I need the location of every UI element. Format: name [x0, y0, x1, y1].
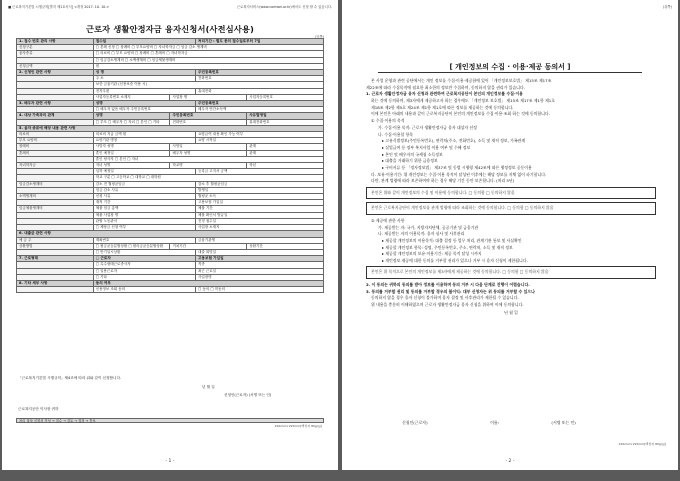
form-label-cell: 임금체불생계비: [17, 206, 94, 212]
consent-box: [366, 187, 656, 200]
consent-text-line: ▸ 제공할 개인정보 항목: 성명, 주민등록번호, 주소, 연락처, 소득 및 재직 정보: [382, 244, 513, 250]
form-field-cell[interactable]: 원: [93, 63, 323, 69]
consent-text-line: ▸ 대출을 거래하기 위한 금융정보: [382, 158, 438, 164]
form-label-cell: 6. 대출금 관련 사항: [17, 231, 324, 237]
form-field-cell[interactable]: 관계: [247, 144, 324, 150]
form-field-cell[interactable]: □ 원금균등분할상환 □ 원리금균등분할상환: [93, 243, 170, 249]
consent-text-line: 3. 동의를 거부할 권리 및 동의를 거부할 경우의 불이익: 대부 신청자는 위 동의를 거부할 수 있으나: [366, 288, 535, 294]
consent-checkbox-line[interactable]: 본인은 근로복지공단이 개인정보를 관계 법령에 따라 조회하는 것에 동의합니다. □ 동의함 □ 동의하지 않음: [371, 205, 554, 211]
form-field-cell[interactable]: □ 특수형태근로종사자: [93, 262, 195, 268]
paper-spec: 210mm×297mm[백상지 80g/㎡]: [274, 424, 322, 428]
form-field-cell[interactable]: 신청 사유: [93, 194, 195, 200]
recipient-org: 근로복지공단 이사장 귀하: [18, 407, 59, 411]
form-label-cell: 임금감소생계비: [17, 181, 94, 187]
form-field-cell[interactable]: □ 근로자: [93, 256, 195, 262]
form-field-cell[interactable]: 처리기간 : 별도 문의 접수일로부터 7일: [196, 39, 324, 45]
form-field-cell[interactable]: 주민등록번호: [196, 70, 324, 76]
consent-text-line: 가. 수집·이용 목적: 근로자 생활안정자금 융자 대상자 선정: [378, 124, 477, 130]
form-label-cell: 의료비: [17, 132, 94, 138]
consent-text-line: 제22조에 따라 수집목적에 필요한 최소한의 정보만 수집하며, 동의하지 않을 권리가 있습니다.: [366, 84, 525, 90]
form-field-cell[interactable]: 요양기관 명칭: [93, 138, 195, 144]
form-field-cell[interactable]: 전화번호: [170, 119, 247, 125]
consent-box: [366, 202, 656, 215]
process-bar: 처리 절차 신청서 작성 → 접수 → 검토 → 결정 → 통보: [16, 418, 324, 423]
page-number-2: - 2 -: [505, 459, 515, 464]
form-field-cell[interactable]: □ 임금감소생계비 □ 소액생계비 □ 임금체불생계비: [93, 57, 323, 63]
form-label-cell: 3. 배우자 관련 사항: [17, 101, 94, 107]
form-field-cell[interactable]: 사업자등록번호: [247, 94, 324, 100]
signer-line[interactable]: 신청인(근로자) (서명 또는 인): [224, 393, 272, 397]
sign-date: 년 월 일: [202, 385, 215, 389]
form-field-cell[interactable]: 관할 노동관서: [93, 218, 195, 224]
form-field-cell[interactable]: 체불 기간: [196, 206, 324, 212]
form-field-cell[interactable]: 감소 후 월평균임금: [196, 181, 324, 187]
form-label-cell: 2. 신청인 관련 사항: [17, 70, 94, 76]
consent-text-line: 가. 제공받는 자: 국가, 지방자치단체, 공공기관 및 금융기관: [378, 224, 479, 230]
paper-spec-2: 210mm×297mm[백상지 80g/㎡]: [618, 442, 666, 446]
form-field-cell[interactable]: □ 의료비 □ 부모 요양비 □ 장례비 □ 혼례비 □ 자녀학자금: [93, 51, 323, 57]
form-label-cell: 1. 접수 번호 관리 사항: [17, 39, 94, 45]
form-label-cell: 상환방법: [17, 243, 94, 249]
consent-text-line: 제18조 제2항 제5호 제24조 제1항 제1호에 따른 정보를 제공하는 것에 동의합니다.: [371, 104, 514, 110]
form-label-cell: 신청금액: [17, 63, 94, 69]
form-field-cell[interactable]: 동의 여부: [93, 280, 323, 286]
form-field-cell[interactable]: 고용보험 가입일: [196, 200, 324, 206]
form-field-cell[interactable]: 주민등록번호: [170, 113, 247, 119]
form-field-cell[interactable]: 학교명: [170, 163, 247, 169]
form-field-cell[interactable]: 전화번호: [196, 76, 324, 82]
consent-text-line: 하는 것에 동의하며, 제3자에게 제공하고자 하는 경우에도 「개인정보 보호법」 제15조 제17조 제1항 제1호: [371, 98, 555, 104]
form-field-cell[interactable]: 사업자등록번호 소재지: [93, 94, 170, 100]
form-field-cell[interactable]: 주 소: [93, 76, 195, 82]
consent-text-line: 본 사업 운영과 관련 공단에서는 개인 정보를 수집·이용·제공함에 있어 「개인정보보호법」 제15조 제17조: [371, 78, 552, 83]
form-field-cell[interactable]: 사업장 소재지: [196, 225, 324, 231]
form-field-cell[interactable]: 사업장명: [196, 274, 324, 280]
form-field-cell[interactable]: 학교 구분 □ 고등학교 □ 대학교 □ 대학원: [93, 175, 323, 181]
form-label-cell: 5. 융자 종류에 해당 내용 관련 사항: [17, 125, 324, 131]
consent-text-line: ② 제공에 관한 사항: [371, 217, 405, 223]
consent-signature-row: [402, 420, 576, 426]
consent-body: [366, 78, 656, 317]
consent-checkbox-line[interactable]: 본인은 위와 같이 개인정보의 수집 및 이용에 동의합니다. □ 동의함 □ 동의하지 않음: [371, 189, 515, 195]
form-field-cell[interactable]: □ 일용근로자: [93, 268, 195, 274]
consent-title: [ 개인정보의 수집 · 이용·제공 동의서 ]: [449, 63, 571, 71]
form-row: [17, 287, 324, 293]
consent-text-line: 다. 보유·이용기간: 위 개인정보는 수집·이용 목적이 달성된 이후에는 해당 정보를 지체 없이 파기합니다.: [371, 171, 547, 177]
form-field-cell[interactable]: 최근 근로일: [196, 268, 324, 274]
form-field-cell[interactable]: 혼인 예정일: [93, 150, 170, 156]
consent-text-line: 위 내용을 충분히 이해하였으며 근로자 생활안정자금 융자 신청을 위하여 이에 동의합니다.: [371, 302, 524, 308]
form-field-cell[interactable]: 대출 희망일: [196, 249, 324, 255]
form-field-cell[interactable]: 배우자 성명: [170, 150, 247, 156]
form-field-cell[interactable]: 휴대전화번호: [247, 119, 324, 125]
form-label-cell: 자녀학자금: [17, 163, 94, 169]
consent-text-line: 나. 수집·이용할 항목: [378, 131, 414, 137]
form-field-cell[interactable]: 보증 금융기관 (신용보증 이용 시): [93, 82, 323, 88]
form-field-cell[interactable]: 등록금 고지서 금액: [196, 169, 324, 175]
form-field-cell[interactable]: 사유발생일: [247, 113, 324, 119]
form-field-cell[interactable]: □ 부모 □ 배우자 □ 자녀 □ 본인 □ 기타: [93, 119, 170, 125]
application-statement: 「근로복지기본법 시행규칙」제4조에 따라 위와 같이 신청합니다.: [18, 376, 122, 380]
form-field-cell[interactable]: 거치기간: [170, 243, 247, 249]
form-field-cell[interactable]: 성 명: [93, 70, 195, 76]
form-label-cell: 장례비: [17, 144, 94, 150]
form-field-cell[interactable]: 재직 기간: [93, 200, 195, 206]
form-field-cell[interactable]: 의료비 지급 금액 원: [93, 132, 195, 138]
application-form-table: [16, 38, 324, 293]
form-field-cell[interactable]: 자녀 성명: [93, 163, 170, 169]
form-field-cell[interactable]: 감소 전 월평균임금: [93, 181, 195, 187]
form-field-cell[interactable]: 요양급여 내용 확인 가능 여부: [196, 132, 324, 138]
form-label-cell: 8. 기타 세부 사항: [17, 280, 94, 286]
form-field-cell[interactable]: 혼인 당사자 □ 본인 □ 자녀: [93, 156, 323, 162]
form-label-cell: 소액생계비: [17, 194, 94, 200]
page-number: - 1 -: [165, 459, 175, 464]
form-field-cell[interactable]: 금융기관명: [196, 237, 324, 243]
form-field-cell[interactable]: 접수일: [93, 39, 195, 45]
form-field-cell[interactable]: 주민등록번호: [196, 101, 324, 107]
consent-checkbox-line[interactable]: 본인은 위 목적으로 본인의 개인정보를 제3자에게 제공하는 것에 동의합니다. □ 동의함 □ 동의하지 않음: [371, 269, 549, 275]
form-field-cell[interactable]: 고용보험 가입일: [196, 256, 324, 262]
consent-sign-label[interactable]: (서명 또는 인): [551, 420, 576, 425]
form-field-cell[interactable]: 직종: [196, 262, 324, 268]
form-field-cell[interactable]: 상환기간: [247, 243, 324, 249]
consent-text-line: ▸ 고유식별정보(주민등록번호), 연락처(주소, 전화번호), 소득 및 재직 정보, 가족관계: [382, 138, 526, 144]
form-field-cell[interactable]: 진정 접수일: [196, 218, 324, 224]
form-field-cell[interactable]: 배우자 연간소득액: [196, 107, 324, 113]
form-field-cell[interactable]: 체불 확인서 발급일: [196, 212, 324, 218]
form-field-cell[interactable]: □ 기타: [93, 274, 195, 280]
form-field-cell[interactable]: 휴대전화: [196, 88, 324, 94]
form-field-cell[interactable]: 사망일: [170, 144, 247, 150]
form-field-cell[interactable]: □ 동의 □ 미동의: [196, 287, 324, 293]
form-label-cell: 혼례비: [17, 150, 94, 156]
form-field-cell[interactable]: □ 배우자 없음 배우자 주민등록번호: [93, 107, 195, 113]
form-label-cell: 7. 근로형태: [17, 256, 94, 262]
page-2: [342, 0, 678, 470]
form-title: 근로자 생활안정자금 융자신청서(사전심사용): [85, 24, 255, 34]
form-header-right: 근로복지서비스(www.comwel.or.kr)에서도 신청 할 수 있습니다.: [236, 5, 332, 9]
consent-signer-label: 신청인(근로자): [402, 420, 428, 425]
consent-text-line: ▸ 개인정보 제공에 대한 동의를 거부할 권리가 있으나 거부 시 융자 신청이 제한됩니다.: [382, 258, 528, 264]
form-field-cell[interactable]: 신용정보 조회 동의: [93, 287, 195, 293]
form-field-cell[interactable]: □ 만기일시상환: [93, 249, 195, 255]
form-field-cell[interactable]: 계좌번호: [93, 237, 195, 243]
form-field-cell[interactable]: 관계: [247, 150, 324, 156]
form-field-cell[interactable]: 임금 감소 사유: [93, 187, 195, 193]
form-label-cell: 신청구분: [17, 45, 94, 51]
consent-name-label[interactable]: 이름:: [490, 420, 499, 425]
form-field-cell[interactable]: □ 혼례 신청 □ 장례비 □ 부모요양비 □ 자녀학자금 □ 임금 감소 생계비: [93, 45, 323, 51]
form-field-cell[interactable]: 학년: [247, 163, 324, 169]
consent-text-line: 이에 본인은 아래의 내용과 같이 근로복지공단이 본인의 개인정보를 수집·이용·조회 하는 것에 동의합니다.: [371, 111, 550, 117]
front-side-label: (앞쪽): [315, 35, 324, 39]
form-field-cell[interactable]: 사망자 성명: [93, 144, 170, 150]
consent-text-line: 2. 이 동의는 귀하의 동의를 받아 정보를 이용하며 동의 거부 시 다음 단계로 진행이 어렵습니다.: [366, 282, 530, 288]
consent-text-line: ▸ 본인 및 배우자의 국세청 소득정보: [382, 151, 443, 157]
form-field-cell[interactable]: 성명: [93, 113, 170, 119]
form-label-cell: 예 금 주: [17, 237, 94, 243]
form-label-cell: 융자종류: [17, 51, 94, 57]
form-field-cell[interactable]: 전자우편: [93, 88, 195, 94]
form-label-cell: [17, 287, 94, 293]
form-field-cell[interactable]: 체불 임금 총액: [93, 206, 195, 212]
form-field-cell[interactable]: 성명: [93, 101, 195, 107]
consent-text-line: 1. 근로자 생활안정자금 융자 신청과 관련하여 근로복지공단이 본인의 개인정보를 수집·이용: [366, 91, 523, 97]
consent-text-line: ▸ 구비서류 등 「정자정보법」 제37조 및 동법 시행령 제42조에 따른 행정정보 공동이용: [382, 164, 532, 170]
form-label-cell: 부모 요양비: [17, 138, 94, 144]
form-field-cell[interactable]: 요양 시작일: [196, 138, 324, 144]
back-side-label: (뒤쪽): [663, 5, 672, 9]
form-field-cell[interactable]: 사업장 명: [170, 94, 247, 100]
consent-text-line: 나. 제공받는 자의 이용목적: 융자 심사 및 사후관리: [378, 231, 465, 237]
form-header-left: ■ 근로복지기본법 시행규칙[별지 제1호서식] <개정 2017. 10. 10.>: [8, 5, 110, 9]
form-field-cell[interactable]: 월평균 소득: [196, 194, 324, 200]
form-field-cell[interactable]: 발생일: [196, 187, 324, 193]
consent-text-line: 동의하지 않을 경우 융자 신청이 불가하며 융자 결정 및 사후관리가 제한될 수 있습니다.: [371, 295, 519, 301]
form-field-cell[interactable]: 체불 사업장 명: [93, 212, 195, 218]
consent-text-line: ① 수집·이용의 목적: [371, 118, 405, 124]
consent-box: [366, 266, 656, 279]
form-label-cell: 4. 대상 가족과의 관계: [17, 113, 94, 119]
form-field-cell[interactable]: 입학 예정일: [93, 169, 195, 175]
consent-text-line: ▸ 실업급여 등 정부 복지사업 이용 여부 및 수혜 정보: [382, 144, 471, 150]
consent-text-line: ▸ 제공할 개인정보의 보유·이용기간: 제공 목적 달성 시까지: [382, 251, 482, 257]
consent-text-line: ▸ 제공할 개인정보의 이용목적: 대출 결정 등 업무 처리, 관계기관 통보 및 사실확인: [382, 238, 522, 244]
form-field-cell[interactable]: □ 체당금 신청 여부: [93, 225, 195, 231]
consent-text-line: 년 월 일: [504, 310, 518, 316]
page-1: [2, 0, 338, 470]
consent-text-line: 다만, 관계 법령에 따라 보존하여야 하는 경우 해당 기간 동안 보존합니다. (처리 5년): [371, 178, 515, 184]
title-divider: [378, 72, 642, 73]
